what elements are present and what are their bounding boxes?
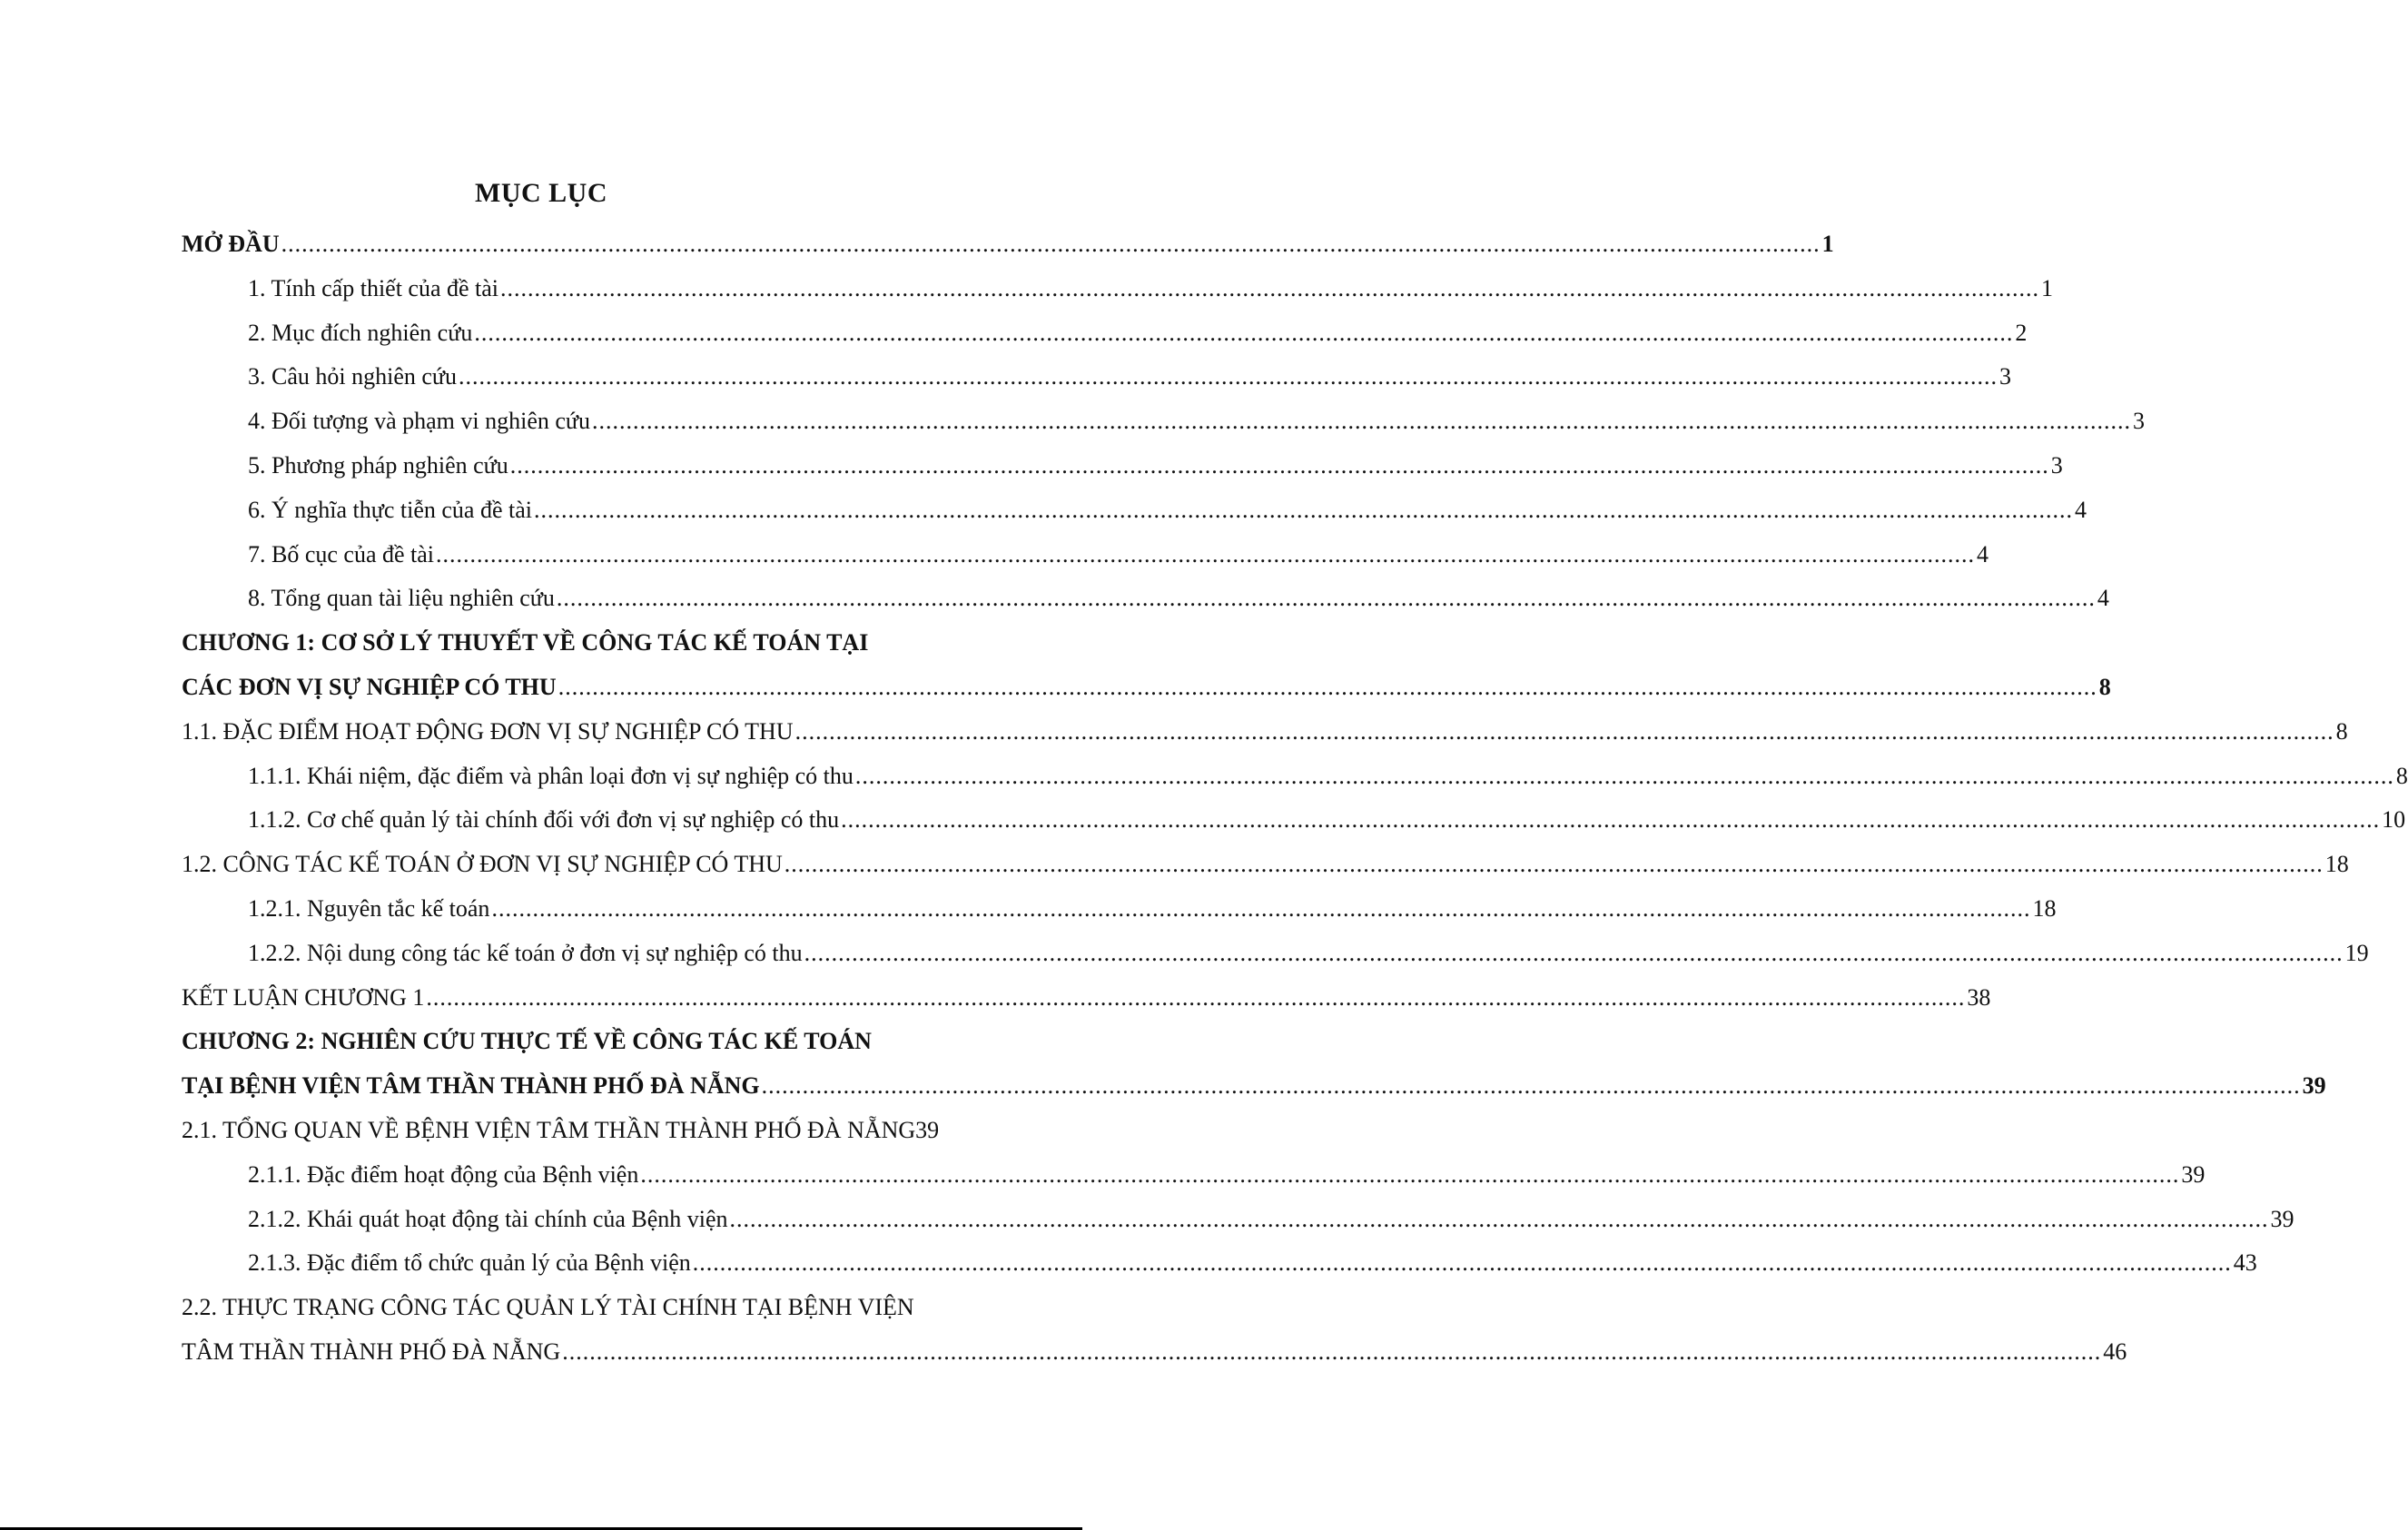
toc-entry[interactable] — [182, 976, 1991, 1021]
toc-entry-label: KẾT LUẬN CHƯƠNG 1 — [182, 983, 425, 1011]
toc-entry-page: 18 — [2032, 894, 2057, 922]
toc-entry[interactable] — [182, 710, 2348, 755]
toc-entry[interactable] — [182, 222, 1834, 267]
toc-entry-page: 4 — [2097, 585, 2109, 612]
toc-entry-page: 46 — [2103, 1338, 2127, 1365]
toc-entry-page: 10 — [2382, 806, 2406, 834]
toc-entry-label: 5. Phương pháp nghiên cứu — [248, 451, 508, 479]
toc-entry-label: 3. Câu hỏi nghiên cứu — [248, 363, 458, 390]
toc-entry[interactable] — [182, 1153, 2206, 1198]
toc-entry-label: 2.1.1. Đặc điểm hoạt động của Bệnh viện — [248, 1160, 639, 1188]
toc-entry-label: 1.1. ĐẶC ĐIỂM HOẠT ĐỘNG ĐƠN VỊ SỰ NGHIỆP CÓ THU — [182, 717, 794, 745]
toc-entry[interactable] — [182, 1109, 990, 1153]
toc-entry[interactable] — [182, 621, 990, 666]
dot-leader — [500, 267, 2039, 311]
toc-entry-label: 1.1.2. Cơ chế quản lý tài chính đối với đơn vị sự nghiệp có thu — [248, 806, 840, 834]
toc-entry[interactable] — [182, 311, 2028, 356]
toc-entry-label: MỞ ĐẦU — [182, 231, 280, 257]
dot-leader — [841, 798, 2380, 843]
dot-leader — [640, 1153, 2179, 1198]
toc-entry-label: 1.1.1. Khái niệm, đặc điểm và phân loại đơn vị sự nghiệp có thu — [248, 762, 854, 789]
toc-entry-page: 39 — [915, 1116, 940, 1143]
toc-entry-page: 4 — [1977, 540, 1989, 568]
toc-entry-page: 18 — [2324, 851, 2349, 878]
dot-leader — [855, 755, 2394, 799]
toc-entry[interactable] — [182, 533, 1989, 577]
dot-leader — [436, 533, 1975, 577]
toc-title: MỤC LỤC — [475, 178, 607, 208]
dot-leader — [491, 887, 2030, 932]
toc-entry[interactable] — [182, 1330, 2127, 1375]
toc-entry-label: 2.2. THỰC TRẠNG CÔNG TÁC QUẢN LÝ TÀI CHÍNH TẠI BỆNH VIỆN — [182, 1294, 914, 1321]
dot-leader — [785, 843, 2324, 887]
toc-entry[interactable] — [182, 489, 2087, 533]
dot-leader — [474, 311, 2013, 356]
toc-entry-page: 2 — [2015, 319, 2028, 346]
toc-entry-label: 1.2. CÔNG TÁC KẾ TOÁN Ở ĐƠN VỊ SỰ NGHIỆP CÓ THU — [182, 851, 783, 878]
toc-entry-page: 8 — [2335, 717, 2348, 745]
dot-leader — [693, 1241, 2232, 1286]
dot-leader — [795, 710, 2334, 755]
toc-entry-label: 1. Tính cấp thiết của đề tài — [248, 274, 499, 301]
toc-entry-label: 8. Tổng quan tài liệu nghiên cứu — [248, 585, 555, 612]
toc-entry-label: 6. Ý nghĩa thực tiễn của đề tài — [248, 496, 532, 523]
toc-entry-page: 38 — [1967, 983, 1991, 1011]
dot-leader — [281, 222, 1821, 267]
dot-leader — [562, 1330, 2101, 1375]
dot-leader — [426, 976, 1965, 1021]
toc-entry-page: 8 — [2098, 673, 2111, 700]
toc-entry-page: 43 — [2233, 1249, 2257, 1277]
toc-entry[interactable] — [182, 577, 2109, 621]
table-of-contents — [182, 222, 2408, 1375]
toc-entry[interactable] — [182, 755, 2408, 799]
dot-leader — [804, 932, 2344, 976]
dot-leader — [510, 444, 2049, 489]
toc-entry-label: CÁC ĐƠN VỊ SỰ NGHIỆP CÓ THU — [182, 673, 557, 700]
toc-entry[interactable] — [182, 932, 2369, 976]
toc-entry-label: 2.1. TỔNG QUAN VỀ BỆNH VIỆN TÂM THẦN THÀNH PHỐ ĐÀ NẴNG — [182, 1116, 916, 1143]
toc-entry-label: 1.2.2. Nội dung công tác kế toán ở đơn vị sự nghiệp có thu — [248, 939, 803, 966]
toc-entry-page: 39 — [2270, 1205, 2295, 1232]
toc-entry[interactable] — [182, 798, 2406, 843]
dot-leader — [558, 666, 2097, 710]
toc-entry-label: 2.1.2. Khái quát hoạt động tài chính của Bệnh viện — [248, 1205, 728, 1232]
toc-entry[interactable] — [182, 1020, 990, 1064]
toc-entry-label: 1.2.1. Nguyên tắc kế toán — [248, 894, 490, 922]
toc-entry-page: 39 — [2181, 1160, 2206, 1188]
toc-entry-page: 3 — [2133, 408, 2145, 435]
toc-entry[interactable] — [182, 355, 2012, 400]
toc-entry-label: 4. Đối tượng và phạm vi nghiên cứu — [248, 408, 590, 435]
toc-entry-page: 1 — [2041, 274, 2054, 301]
toc-entry[interactable] — [182, 444, 2063, 489]
toc-entry[interactable] — [182, 887, 2057, 932]
toc-entry[interactable] — [182, 843, 2349, 887]
toc-entry-page: 4 — [2075, 496, 2087, 523]
toc-entry-label: TẠI BỆNH VIỆN TÂM THẦN THÀNH PHỐ ĐÀ NẴNG — [182, 1072, 760, 1100]
toc-entry-label: 2. Mục đích nghiên cứu — [248, 319, 473, 346]
toc-entry-label: 7. Bố cục của đề tài — [248, 540, 435, 568]
dot-leader — [730, 1198, 2269, 1242]
toc-entry-label: TÂM THẦN THÀNH PHỐ ĐÀ NẴNG — [182, 1338, 561, 1365]
dot-leader — [557, 577, 2096, 621]
dot-leader — [592, 400, 2131, 444]
toc-entry-page: 19 — [2344, 939, 2369, 966]
toc-entry[interactable] — [182, 1286, 990, 1330]
toc-entry-label: CHƯƠNG 2: NGHIÊN CỨU THỰC TẾ VỀ CÔNG TÁC KẾ TOÁN — [182, 1028, 872, 1055]
toc-entry[interactable] — [182, 400, 2145, 444]
toc-entry-page: 1 — [1821, 231, 1834, 257]
toc-entry-page: 3 — [2050, 451, 2063, 479]
toc-entry-label: 2.1.3. Đặc điểm tổ chức quản lý của Bệnh viện — [248, 1249, 691, 1277]
toc-entry-page: 3 — [1999, 363, 2012, 390]
toc-entry[interactable] — [182, 1064, 2326, 1109]
dot-leader — [534, 489, 2073, 533]
toc-entry-label: CHƯƠNG 1: CƠ SỞ LÝ THUYẾT VỀ CÔNG TÁC KẾ TOÁN TẠI — [182, 629, 869, 656]
toc-entry-page: 39 — [2302, 1072, 2326, 1100]
toc-entry[interactable] — [182, 267, 2054, 311]
toc-entry[interactable] — [182, 666, 2111, 710]
toc-entry[interactable] — [182, 1198, 2295, 1242]
toc-entry-page: 8 — [2395, 762, 2408, 789]
dot-leader — [459, 355, 1998, 400]
toc-entry[interactable] — [182, 1241, 2257, 1286]
dot-leader — [762, 1064, 2301, 1109]
